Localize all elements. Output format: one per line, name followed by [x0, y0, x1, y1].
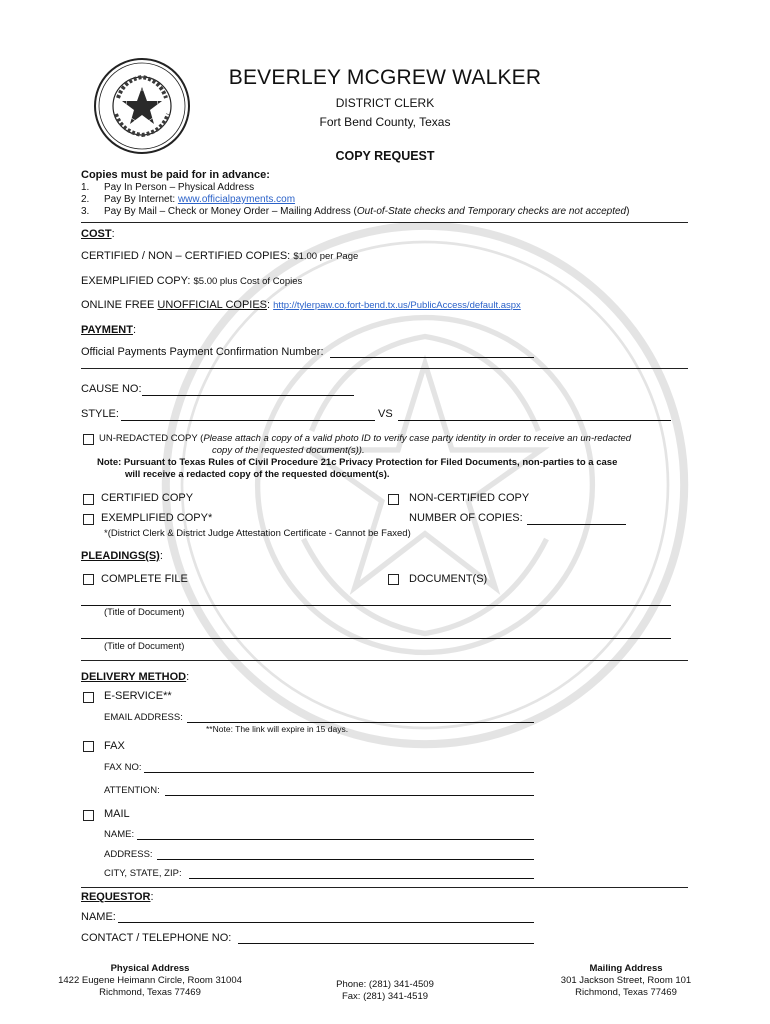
- requestor-contact-label: CONTACT / TELEPHONE NO:: [81, 932, 232, 944]
- cost-value: $1.00 per Page: [293, 251, 359, 262]
- cost-line-2: [81, 275, 302, 287]
- number-of-copies-label: NUMBER OF COPIES:: [409, 512, 523, 524]
- fax-label: FAX: [104, 740, 125, 752]
- cause-label: CAUSE NO:: [81, 383, 142, 395]
- mailing-address-line-1: 301 Jackson Street, Room 101: [560, 975, 692, 986]
- certified-copy-label: CERTIFIED COPY: [101, 492, 194, 504]
- requestor-heading: REQUESTOR: [81, 891, 151, 903]
- mail-address-label: ADDRESS:: [104, 849, 153, 860]
- email-address-label: EMAIL ADDRESS:: [104, 712, 183, 723]
- item-end: ): [626, 206, 630, 217]
- documents-label: DOCUMENT(S): [409, 573, 488, 585]
- county-name: Fort Bend County, Texas: [319, 115, 451, 129]
- fax-checkbox[interactable]: [83, 741, 94, 752]
- email-expiry-note: **Note: The link will expire in 15 days.: [206, 724, 349, 734]
- cost-value: $5.00 plus Cost of Copies: [193, 276, 303, 287]
- fax-number-label: FAX NO:: [104, 762, 142, 773]
- payment-heading-row: PAYMENT:: [81, 324, 137, 336]
- vs-label: VS: [378, 408, 393, 420]
- number-of-copies-field[interactable]: [527, 524, 626, 525]
- cost-label: EXEMPLIFIED COPY:: [81, 275, 191, 287]
- non-certified-copy-label: NON-CERTIFIED COPY: [409, 492, 530, 504]
- county-seal-watermark: [155, 215, 695, 755]
- document-title-caption-1: (Title of Document): [104, 607, 185, 618]
- requestor-name-label: NAME:: [81, 911, 116, 923]
- email-address-field[interactable]: [187, 722, 534, 723]
- attention-label: ATTENTION:: [104, 785, 160, 796]
- requestor-heading-row: REQUESTOR:: [81, 891, 154, 903]
- delivery-heading: DELIVERY METHOD: [81, 671, 187, 683]
- attention-field[interactable]: [165, 795, 534, 796]
- cost-heading-row: COST:: [81, 228, 115, 240]
- document-title-field-2[interactable]: [81, 638, 671, 639]
- certified-copy-checkbox[interactable]: [83, 494, 94, 505]
- item-number: 1.: [81, 182, 90, 193]
- pleadings-heading-row: PLEADINGS(S):: [81, 550, 163, 562]
- mailing-address-heading: Mailing Address: [589, 963, 663, 974]
- unredacted-checkbox[interactable]: [83, 434, 94, 445]
- non-certified-copy-checkbox[interactable]: [388, 494, 399, 505]
- pleadings-heading: PLEADINGS(S): [81, 550, 160, 562]
- form-title: COPY REQUEST: [335, 149, 435, 163]
- advance-item-1: [81, 182, 255, 193]
- cost-label-underlined: UNOFFICIAL COPIES: [157, 299, 268, 311]
- unredacted-row: [99, 433, 631, 444]
- style-defendant-field[interactable]: [398, 420, 671, 421]
- style-plaintiff-field[interactable]: [121, 420, 375, 421]
- item-number: 3.: [81, 206, 90, 217]
- physical-address-line-2: Richmond, Texas 77469: [99, 987, 201, 998]
- item-number: 2.: [81, 194, 90, 205]
- item-text: Pay By Internet:: [104, 194, 178, 205]
- requestor-contact-field[interactable]: [238, 943, 534, 944]
- cost-line-1: [81, 250, 358, 262]
- advance-heading: Copies must be paid for in advance:: [81, 169, 270, 181]
- mail-city-state-zip-field[interactable]: [189, 878, 534, 879]
- requestor-name-field[interactable]: [118, 922, 534, 923]
- mail-city-label: CITY, STATE, ZIP:: [104, 868, 182, 879]
- footer-fax: Fax: (281) 341-4519: [341, 991, 429, 1002]
- confirmation-number-field[interactable]: [330, 357, 534, 358]
- cost-heading: COST: [81, 228, 112, 240]
- item-italic-note: Out-of-State checks and Temporary checks are not accepted: [356, 206, 627, 217]
- mail-name-label: NAME:: [104, 829, 135, 840]
- style-label: STYLE:: [81, 408, 119, 420]
- office-title: DISTRICT CLERK: [335, 96, 435, 110]
- unredacted-instruction: Please attach a copy of a valid photo ID to verify case party identity in order to receive an un-redacted: [203, 433, 632, 444]
- complete-file-label: COMPLETE FILE: [101, 573, 188, 585]
- mailing-address-line-2: Richmond, Texas 77469: [575, 987, 677, 998]
- document-title-caption-2: (Title of Document): [104, 641, 185, 652]
- exemplified-copy-label: EXEMPLIFIED COPY*: [101, 512, 213, 524]
- payment-heading: PAYMENT: [81, 324, 133, 336]
- eservice-label: E-SERVICE**: [104, 690, 172, 702]
- cost-label: CERTIFIED / NON – CERTIFIED COPIES:: [81, 250, 291, 262]
- unredacted-label: UN-REDACTED COPY (: [99, 433, 204, 444]
- public-access-link[interactable]: http://tylerpaw.co.fort-bend.tx.us/PublicAccess/default.aspx: [273, 300, 521, 311]
- physical-address-heading: Physical Address: [110, 963, 190, 974]
- colon: :: [267, 299, 271, 311]
- documents-checkbox[interactable]: [388, 574, 399, 585]
- footer-phone: Phone: (281) 341-4509: [336, 979, 434, 990]
- divider: [81, 222, 688, 223]
- item-text: Pay In Person – Physical Address: [104, 182, 255, 193]
- divider: [81, 887, 688, 888]
- divider: [81, 368, 688, 369]
- mail-checkbox[interactable]: [83, 810, 94, 821]
- privacy-note-line-2: will receive a redacted copy of the requested document(s).: [125, 469, 390, 480]
- eservice-checkbox[interactable]: [83, 692, 94, 703]
- unredacted-instruction-cont: copy of the requested document(s)).: [212, 445, 365, 456]
- mail-label: MAIL: [104, 808, 130, 820]
- cost-line-3: [81, 299, 521, 311]
- divider: [81, 660, 688, 661]
- document-title-field-1[interactable]: [81, 605, 671, 606]
- confirmation-label: Official Payments Payment Confirmation Number:: [81, 346, 324, 358]
- cost-label: ONLINE FREE: [81, 299, 158, 311]
- privacy-note-line-1: Note: Pursuant to Texas Rules of Civil Procedure 21c Privacy Protection for Filed Documents, non-parties to a case: [97, 457, 618, 468]
- advance-item-2: [81, 194, 296, 205]
- exemplified-copy-checkbox[interactable]: [83, 514, 94, 525]
- fax-number-field[interactable]: [144, 772, 534, 773]
- item-text: Pay By Mail – Check or Money Order – Mailing Address (: [104, 206, 357, 217]
- cause-number-field[interactable]: [142, 395, 354, 396]
- clerk-name: BEVERLEY MCGREW WALKER: [228, 66, 542, 89]
- physical-address-line-1: 1422 Eugene Heimann Circle, Room 31004: [58, 975, 242, 986]
- mail-address-field[interactable]: [157, 859, 534, 860]
- delivery-heading-row: DELIVERY METHOD:: [81, 671, 190, 683]
- mail-name-field[interactable]: [137, 839, 534, 840]
- official-payments-link[interactable]: www.officialpayments.com: [177, 194, 296, 205]
- exemplified-footnote: *(District Clerk & District Judge Attestation Certificate - Cannot be Faxed): [104, 528, 411, 539]
- advance-item-3: [81, 206, 630, 217]
- complete-file-checkbox[interactable]: [83, 574, 94, 585]
